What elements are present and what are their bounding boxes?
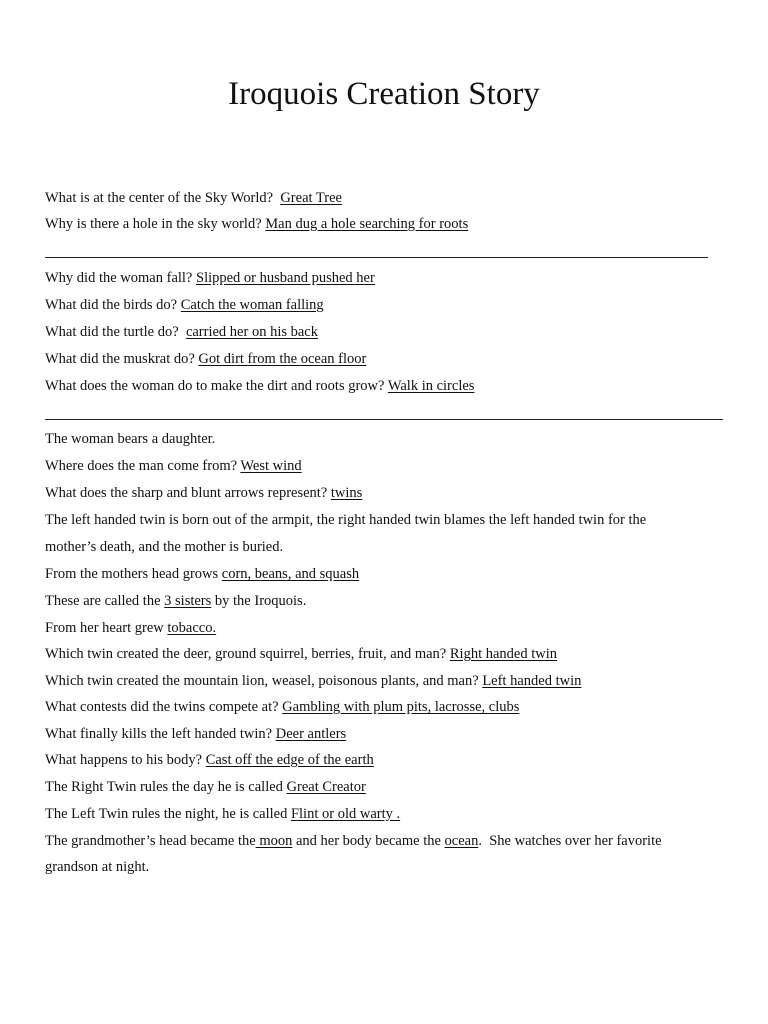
page-title: Iroquois Creation Story (228, 76, 540, 112)
statement-text: The woman bears a daughter. (45, 431, 216, 447)
answer-text: Great Tree (280, 190, 342, 206)
question-text: What contests did the twins compete at? (45, 699, 283, 715)
question-line (45, 618, 216, 638)
question-line (45, 804, 400, 824)
answer-text: Catch the woman falling (180, 297, 324, 313)
question-text: These are called the (45, 593, 165, 609)
question-line (45, 268, 375, 288)
answer-text: Slipped or husband pushed her (196, 270, 375, 286)
question-text: What did the muskrat do? (45, 351, 199, 367)
trailing-text: . She watches over her favorite (478, 833, 662, 849)
question-text: What does the sharp and blunt arrows represent? (45, 485, 331, 501)
question-text: Why is there a hole in the sky world? (45, 216, 266, 232)
question-text: Which twin created the deer, ground squirrel, berries, fruit, and man? (45, 646, 450, 662)
question-text: The grandmother’s head became the (45, 833, 256, 849)
question-line (45, 750, 374, 770)
answer-text: carried her on his back (185, 324, 318, 340)
answer-text: Right handed twin (449, 646, 558, 662)
statement-line (45, 429, 215, 449)
question-line (45, 456, 302, 476)
answer-text: corn, beans, and squash (221, 566, 360, 582)
question-line (45, 483, 362, 503)
divider-rule (45, 419, 723, 420)
answer-text: Walk in circles (387, 378, 475, 394)
question-text: From her heart grew (45, 620, 168, 636)
question-line (45, 295, 324, 315)
question-text: The Right Twin rules the day he is called (45, 779, 287, 795)
question-line (45, 831, 662, 851)
question-text: What does the woman do to make the dirt and roots grow? (45, 378, 388, 394)
question-text: Why did the woman fall? (45, 270, 196, 286)
answer-text: Cast off the edge of the earth (205, 752, 374, 768)
statement-line (45, 537, 283, 557)
answer-text: twins (330, 485, 363, 501)
answer-text: Great Creator (286, 779, 366, 795)
question-line (45, 214, 468, 234)
statement-line (45, 510, 646, 530)
answer-text: Flint or old warty . (290, 806, 401, 822)
question-line (45, 322, 318, 342)
answer-text: moon (255, 833, 293, 849)
question-text: What did the turtle do? (45, 324, 186, 340)
question-line (45, 591, 306, 611)
answer-text: West wind (240, 458, 302, 474)
question-text: What finally kills the left handed twin? (45, 726, 276, 742)
answer-text: tobacco. (167, 620, 217, 636)
question-text: What happens to his body? (45, 752, 206, 768)
question-text: The Left Twin rules the night, he is called (45, 806, 291, 822)
statement-text: grandson at night. (45, 859, 150, 875)
statement-text: The left handed twin is born out of the armpit, the right handed twin blames the left handed twin for the (45, 512, 647, 528)
answer-text: Deer antlers (275, 726, 347, 742)
question-line (45, 671, 581, 691)
answer-text: ocean (444, 833, 479, 849)
question-text: Where does the man come from? (45, 458, 241, 474)
divider-rule (45, 257, 708, 258)
question-line (45, 376, 474, 396)
answer-text: 3 sisters (164, 593, 212, 609)
question-text: What is at the center of the Sky World? (45, 190, 281, 206)
answer-text: Gambling with plum pits, lacrosse, clubs (282, 699, 520, 715)
trailing-text: and her body became the (292, 833, 445, 849)
question-line (45, 697, 519, 717)
question-text: Which twin created the mountain lion, weasel, poisonous plants, and man? (45, 673, 483, 689)
answer-text: Got dirt from the ocean floor (198, 351, 367, 367)
question-line (45, 724, 346, 744)
question-text: What did the birds do? (45, 297, 181, 313)
trailing-text: by the Iroquois. (211, 593, 307, 609)
question-line (45, 349, 366, 369)
statement-line (45, 857, 149, 877)
question-line (45, 564, 359, 584)
answer-text: Left handed twin (482, 673, 582, 689)
statement-text: mother’s death, and the mother is buried. (45, 539, 284, 555)
question-text: From the mothers head grows (45, 566, 222, 582)
question-line (45, 644, 557, 664)
question-line (45, 188, 342, 208)
question-line (45, 777, 366, 797)
answer-text: Man dug a hole searching for roots (265, 216, 469, 232)
